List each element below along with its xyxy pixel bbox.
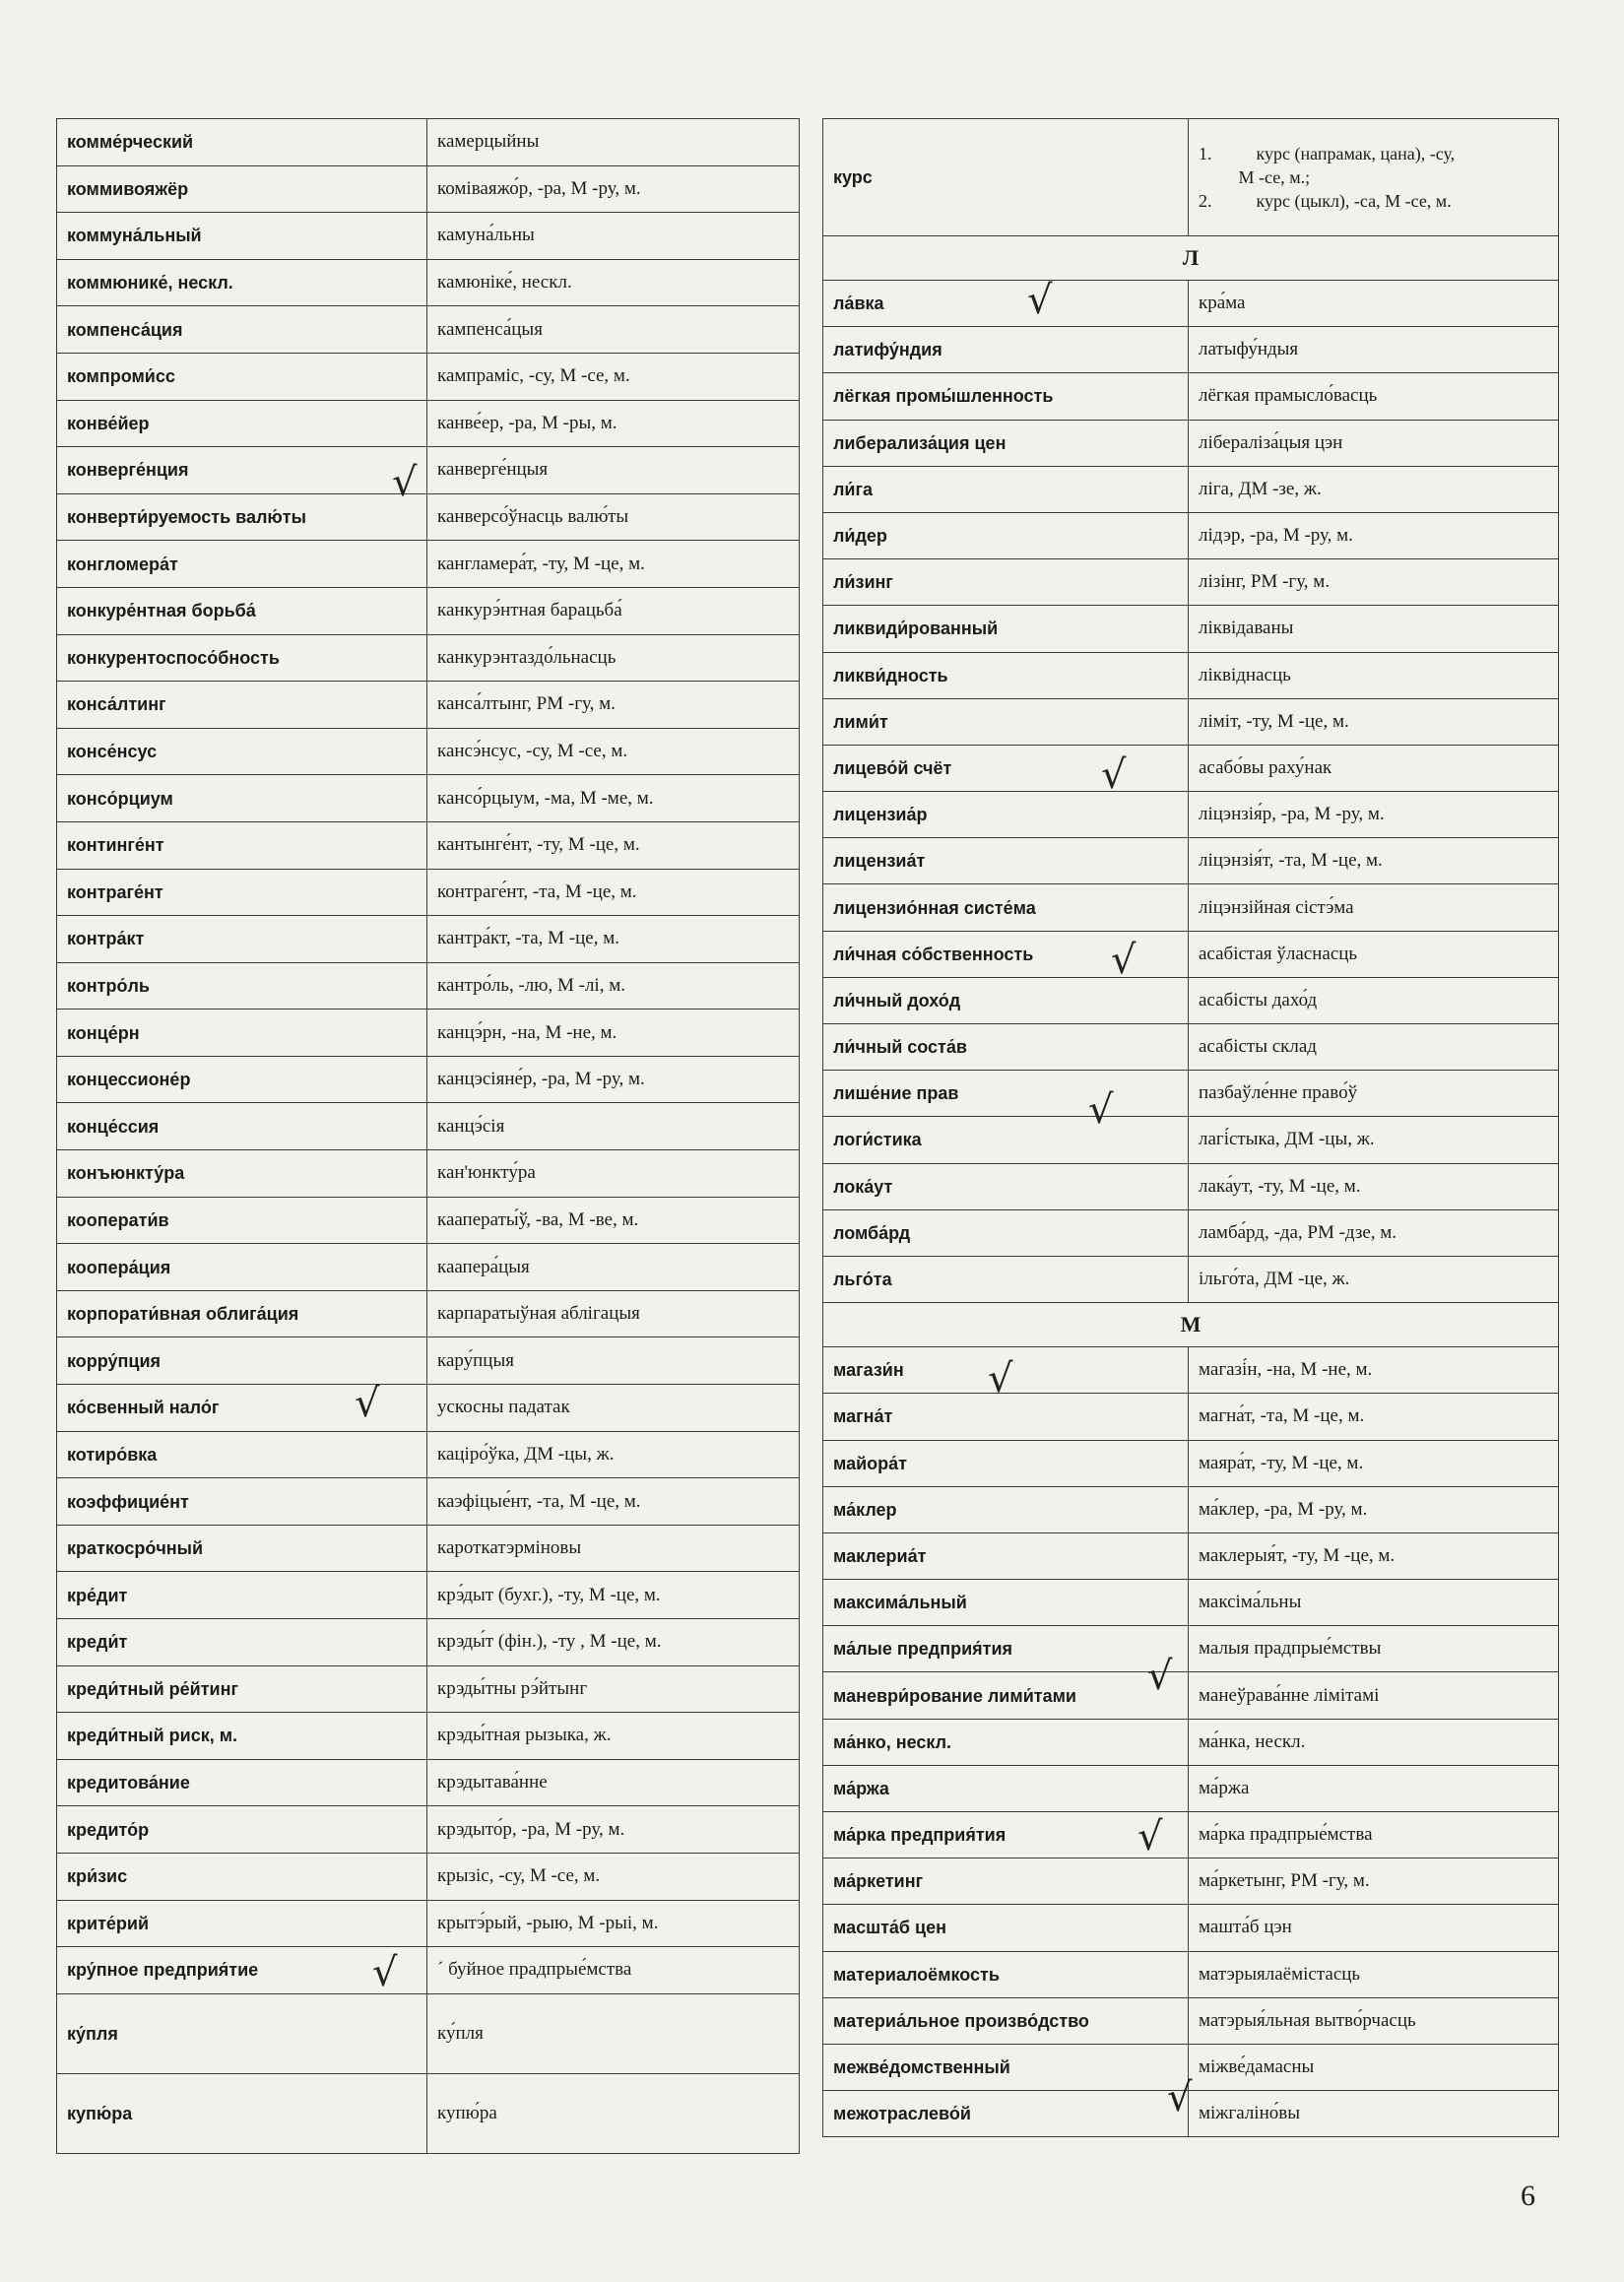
table-row	[823, 977, 1559, 1023]
ru-term: конве́йер	[57, 400, 427, 447]
check-mark-icon: √	[1111, 938, 1137, 983]
table-row	[57, 682, 800, 729]
ru-term: курс	[823, 119, 1189, 236]
ru-term: лише́ние прав	[823, 1071, 1189, 1117]
ru-term: майора́т	[823, 1440, 1189, 1486]
be-sense-2: 2. курс (цыкл), -са, М -се, м.	[1199, 191, 1452, 211]
table-row	[57, 493, 800, 541]
table-row	[57, 1010, 800, 1057]
be-term: кааператы́ў, -ва, М -ве, м.	[427, 1197, 800, 1244]
ru-term: ли́га	[823, 466, 1189, 512]
letter-row-m	[823, 1303, 1559, 1347]
table-row	[57, 353, 800, 400]
be-term: канве́ер, -ра, М -ры, м.	[427, 400, 800, 447]
be-term: коміваяжо́р, -ра, М -ру, м.	[427, 165, 800, 213]
be-term: ліцэнзія́р, -ра, М -ру, м.	[1189, 792, 1559, 838]
table-row	[823, 1672, 1559, 1719]
ru-term: краткосро́чный	[57, 1525, 427, 1572]
be-term: ламба́рд, -да, РМ -дзе, м.	[1189, 1209, 1559, 1256]
be-term: пазбаўле́нне право́ў	[1189, 1071, 1559, 1117]
be-term: асабістая ўласнасць	[1189, 931, 1559, 977]
table-row	[823, 1347, 1559, 1394]
ru-term: магна́т	[823, 1394, 1189, 1440]
be-term: міжве́дамасны	[1189, 2044, 1559, 2090]
table-row	[823, 884, 1559, 931]
ru-term: конце́ссия	[57, 1103, 427, 1150]
ru-term: контра́кт	[57, 916, 427, 963]
be-term: ку́пля	[427, 1993, 800, 2073]
table-row	[57, 1853, 800, 1900]
be-term: матэрыялаёмістасць	[1189, 1951, 1559, 1997]
be-term: ´ буйное прадпрые́мства	[427, 1947, 800, 1994]
be-term: канкурэнтаздо́льнасць	[427, 634, 800, 682]
ru-term: ли́зинг	[823, 559, 1189, 606]
ru-term: котиро́вка	[57, 1431, 427, 1478]
be-term: ліквіднасць	[1189, 652, 1559, 698]
be-term: асабісты склад	[1189, 1024, 1559, 1071]
ru-term: магази́н	[823, 1347, 1189, 1394]
be-term: ма́ркетынг, РМ -гу, м.	[1189, 1858, 1559, 1905]
page-number: 6	[1521, 2180, 1535, 2212]
table-row	[57, 1619, 800, 1666]
ru-term: кру́пное предприя́тие	[57, 1947, 427, 1994]
be-term: кару́пцыя	[427, 1337, 800, 1385]
ru-term: корру́пция	[57, 1337, 427, 1385]
section-letter: М	[823, 1303, 1559, 1347]
ru-term: креди́тный риск, м.	[57, 1713, 427, 1760]
table-row	[823, 1905, 1559, 1951]
be-term: каціро́ўка, ДМ -цы, ж.	[427, 1431, 800, 1478]
be-term: ліга, ДМ -зе, ж.	[1189, 466, 1559, 512]
be-term: канверге́нцыя	[427, 447, 800, 494]
be-term: кантра́кт, -та, М -це, м.	[427, 916, 800, 963]
ru-term: коммуна́льный	[57, 213, 427, 260]
ru-term: концессионе́р	[57, 1056, 427, 1103]
table-row	[57, 587, 800, 634]
table-row	[823, 792, 1559, 838]
ru-term: коммюнике́, нескл.	[57, 259, 427, 306]
table-row	[57, 1993, 800, 2073]
be-term: лагі́стыка, ДМ -цы, ж.	[1189, 1117, 1559, 1163]
ru-term: конверти́руемость валю́ты	[57, 493, 427, 541]
table-row	[57, 1572, 800, 1619]
ru-term: кредитова́ние	[57, 1759, 427, 1806]
ru-term: креди́т	[57, 1619, 427, 1666]
table-row	[823, 281, 1559, 327]
ru-term: ма́ркетинг	[823, 1858, 1189, 1905]
table-row	[823, 512, 1559, 558]
be-term: малыя прадпрые́мствы	[1189, 1626, 1559, 1672]
table-row	[823, 652, 1559, 698]
ru-term: консе́нсус	[57, 728, 427, 775]
table-row	[57, 1525, 800, 1572]
table-row	[823, 373, 1559, 420]
table-row	[823, 327, 1559, 373]
be-term: крэдытава́нне	[427, 1759, 800, 1806]
ru-term: контро́ль	[57, 962, 427, 1010]
table-row	[823, 1209, 1559, 1256]
table-row	[57, 1385, 800, 1432]
be-term: лідэр, -ра, М -ру, м.	[1189, 512, 1559, 558]
be-term: крэды́тны рэ́йтынг	[427, 1665, 800, 1713]
ru-term: либерализа́ция цен	[823, 420, 1189, 466]
be-term: лібераліза́цыя цэн	[1189, 420, 1559, 466]
check-mark-icon: √	[372, 1950, 398, 1995]
be-term: кан'юнкту́ра	[427, 1150, 800, 1198]
table-row	[57, 1759, 800, 1806]
ru-term: ла́вка	[823, 281, 1189, 327]
check-mark-icon: √	[1088, 1087, 1114, 1133]
ru-term: лицензиа́р	[823, 792, 1189, 838]
ru-term: ма́нко, нескл.	[823, 1719, 1189, 1765]
letter-row-l	[823, 236, 1559, 281]
ru-term: коэффицие́нт	[57, 1478, 427, 1526]
table-row	[57, 2073, 800, 2153]
be-term: асабо́вы раху́нак	[1189, 745, 1559, 791]
table-row	[823, 1951, 1559, 1997]
ru-term: континге́нт	[57, 821, 427, 869]
ru-term: ликвиди́рованный	[823, 606, 1189, 652]
be-term: ільго́та, ДМ -це, ж.	[1189, 1256, 1559, 1302]
ru-term: ликви́дность	[823, 652, 1189, 698]
be-term: матэрыя́льная вытво́рчасць	[1189, 1997, 1559, 2044]
ru-term: кооперати́в	[57, 1197, 427, 1244]
table-row	[823, 420, 1559, 466]
table-row	[823, 1858, 1559, 1905]
ru-term: конгломера́т	[57, 541, 427, 588]
right-column	[822, 118, 1559, 2137]
be-term: канцэсіяне́р, -ра, М -ру, м.	[427, 1056, 800, 1103]
table-row	[57, 119, 800, 166]
ru-term: ма́клер	[823, 1486, 1189, 1532]
ru-term: кри́зис	[57, 1853, 427, 1900]
be-term: ліцэнзійная сістэ́ма	[1189, 884, 1559, 931]
be-term: кангламера́т, -ту, М -це, м.	[427, 541, 800, 588]
table-row	[57, 447, 800, 494]
be-term: кантро́ль, -лю, М -лі, м.	[427, 962, 800, 1010]
be-term: крэдыто́р, -ра, М -ру, м.	[427, 1806, 800, 1854]
be-term: кра́ма	[1189, 281, 1559, 327]
ru-term: компенса́ция	[57, 306, 427, 354]
be-term: маяра́т, -ту, М -це, м.	[1189, 1440, 1559, 1486]
table-row	[823, 931, 1559, 977]
table-row	[57, 1806, 800, 1854]
ru-term: лими́т	[823, 698, 1189, 745]
be-term: канцэ́сія	[427, 1103, 800, 1150]
table-row	[57, 1197, 800, 1244]
check-mark-icon: √	[392, 460, 418, 505]
table-row	[823, 559, 1559, 606]
table-row	[57, 1337, 800, 1385]
ru-term: максима́льный	[823, 1580, 1189, 1626]
be-term: маклерыя́т, -ту, М -це, м.	[1189, 1532, 1559, 1579]
check-mark-icon: √	[1137, 1814, 1163, 1859]
ru-term: межве́домственный	[823, 2044, 1189, 2090]
ru-term: ма́ржа	[823, 1765, 1189, 1811]
ru-term: маклериа́т	[823, 1532, 1189, 1579]
be-term: кансэ́нсус, -су, М -се, м.	[427, 728, 800, 775]
table-row	[823, 1071, 1559, 1117]
table-row	[823, 1024, 1559, 1071]
be-term	[1189, 119, 1559, 236]
be-term: канцэ́рн, -на, М -не, м.	[427, 1010, 800, 1057]
be-term: латыфу́ндыя	[1189, 327, 1559, 373]
ru-term: комме́рческий	[57, 119, 427, 166]
be-term: асабісты дахо́д	[1189, 977, 1559, 1023]
table-row	[57, 1665, 800, 1713]
table-row	[57, 1244, 800, 1291]
check-mark-icon: √	[988, 1356, 1013, 1402]
table-row	[57, 165, 800, 213]
ru-term: латифу́ндия	[823, 327, 1189, 373]
be-term: каэфіцые́нт, -та, М -це, м.	[427, 1478, 800, 1526]
table-row	[823, 1719, 1559, 1765]
be-term: магна́т, -та, М -це, м.	[1189, 1394, 1559, 1440]
ru-term: кредито́р	[57, 1806, 427, 1854]
be-term: крытэ́рый, -рыю, М -рыі, м.	[427, 1900, 800, 1947]
table-row	[823, 1117, 1559, 1163]
table-row	[823, 1256, 1559, 1302]
be-term: ма́ржа	[1189, 1765, 1559, 1811]
be-sense-1-cont: М -се, м.;	[1199, 167, 1311, 187]
be-term: купю́ра	[427, 2073, 800, 2153]
ru-term: корпорати́вная облига́ция	[57, 1290, 427, 1337]
table-row	[57, 962, 800, 1010]
ru-term: креди́тный ре́йтинг	[57, 1665, 427, 1713]
be-term: міжгаліно́вы	[1189, 2091, 1559, 2137]
table-row	[57, 775, 800, 822]
ru-term: конкуре́нтная борьба́	[57, 587, 427, 634]
be-term: кансо́рцыум, -ма, М -ме, м.	[427, 775, 800, 822]
ru-term: купю́ра	[57, 2073, 427, 2153]
ru-term: кре́дит	[57, 1572, 427, 1619]
be-term: максіма́льны	[1189, 1580, 1559, 1626]
ru-term: консо́рциум	[57, 775, 427, 822]
table-row	[57, 1431, 800, 1478]
table-row	[823, 1486, 1559, 1532]
table-row	[57, 306, 800, 354]
ru-term: лёгкая промы́шленность	[823, 373, 1189, 420]
table-row	[57, 728, 800, 775]
table-row	[57, 1290, 800, 1337]
ru-term: межотраслево́й	[823, 2091, 1189, 2137]
be-term: крэды́тная рызыка, ж.	[427, 1713, 800, 1760]
be-term: канса́лтынг, РМ -гу, м.	[427, 682, 800, 729]
be-term: карпаратыўная аблігацыя	[427, 1290, 800, 1337]
table-row	[57, 400, 800, 447]
be-term: лізінг, РМ -гу, м.	[1189, 559, 1559, 606]
ru-term: ли́чный соста́в	[823, 1024, 1189, 1071]
table-row	[57, 634, 800, 682]
check-mark-icon: √	[1101, 752, 1127, 798]
ru-term: льго́та	[823, 1256, 1189, 1302]
be-term: ліквідаваны	[1189, 606, 1559, 652]
table-row	[823, 606, 1559, 652]
check-mark-icon: √	[355, 1381, 380, 1426]
table-row	[57, 541, 800, 588]
left-column	[56, 118, 800, 2154]
be-term: камюніке́, нескл.	[427, 259, 800, 306]
ru-term: коммивояжёр	[57, 165, 427, 213]
ru-term: ма́рка предприя́тия	[823, 1812, 1189, 1858]
ru-term: материа́льное произво́дство	[823, 1997, 1189, 2044]
glossary-table-right	[822, 118, 1559, 2137]
be-term: камерцыйны	[427, 119, 800, 166]
be-term: ма́клер, -ра, М -ру, м.	[1189, 1486, 1559, 1532]
be-term: кароткатэрміновы	[427, 1525, 800, 1572]
table-row	[823, 1765, 1559, 1811]
be-term: крызіс, -су, М -се, м.	[427, 1853, 800, 1900]
ru-term: ко́свенный нало́г	[57, 1385, 427, 1432]
table-row	[823, 838, 1559, 884]
glossary-table-left	[56, 118, 800, 2154]
ru-term: лицензио́нная систе́ма	[823, 884, 1189, 931]
section-letter: Л	[823, 236, 1559, 281]
ru-term: маневри́рование лими́тами	[823, 1672, 1189, 1719]
table-row	[823, 1532, 1559, 1579]
ru-term: крите́рий	[57, 1900, 427, 1947]
table-row	[57, 1478, 800, 1526]
table-row	[57, 1713, 800, 1760]
be-term: манеўрава́нне лімітамі	[1189, 1672, 1559, 1719]
be-term: крэ́дыт (бухг.), -ту, М -це, м.	[427, 1572, 800, 1619]
check-mark-icon: √	[1167, 2075, 1193, 2120]
table-row	[57, 259, 800, 306]
be-term: ма́нка, нескл.	[1189, 1719, 1559, 1765]
be-term: кампенса́цыя	[427, 306, 800, 354]
be-term: ліміт, -ту, М -це, м.	[1189, 698, 1559, 745]
table-row	[823, 1394, 1559, 1440]
be-term: канверсо́ўнасць валю́ты	[427, 493, 800, 541]
be-term: кантынге́нт, -ту, М -це, м.	[427, 821, 800, 869]
ru-term: конкурентоспосо́бность	[57, 634, 427, 682]
table-row	[57, 1103, 800, 1150]
table-row	[823, 466, 1559, 512]
table-row	[57, 869, 800, 916]
ru-term: ли́чная со́бственность	[823, 931, 1189, 977]
ru-term: конверге́нция	[57, 447, 427, 494]
be-term: контраге́нт, -та, М -це, м.	[427, 869, 800, 916]
ru-term: ма́лые предприя́тия	[823, 1626, 1189, 1672]
table-row	[823, 1997, 1559, 2044]
ru-term: лицево́й счёт	[823, 745, 1189, 791]
table-row	[823, 1812, 1559, 1858]
ru-term: лицензиа́т	[823, 838, 1189, 884]
be-term: лёгкая прамысло́васць	[1189, 373, 1559, 420]
be-term: камуна́льны	[427, 213, 800, 260]
be-term: машта́б цэн	[1189, 1905, 1559, 1951]
table-row	[823, 698, 1559, 745]
be-term: каапера́цыя	[427, 1244, 800, 1291]
table-row	[57, 1056, 800, 1103]
table-row	[823, 1626, 1559, 1672]
ru-term: ломба́рд	[823, 1209, 1189, 1256]
ru-term: лока́ут	[823, 1163, 1189, 1209]
table-row	[57, 916, 800, 963]
check-mark-icon: √	[1147, 1654, 1173, 1699]
table-row	[57, 213, 800, 260]
table-row	[57, 1900, 800, 1947]
ru-term: ли́дер	[823, 512, 1189, 558]
ru-term: конса́лтинг	[57, 682, 427, 729]
be-term: канкурэ́нтная барацьба́	[427, 587, 800, 634]
table-row	[823, 1163, 1559, 1209]
be-sense-1: 1. курс (напрамак, цана), -су,	[1199, 144, 1456, 163]
be-term: ліцэнзія́т, -та, М -це, м.	[1189, 838, 1559, 884]
table-row	[57, 1150, 800, 1198]
ru-term: компроми́сс	[57, 353, 427, 400]
be-term: магазі́н, -на, М -не, м.	[1189, 1347, 1559, 1394]
table-row	[823, 745, 1559, 791]
table-row	[823, 119, 1559, 236]
ru-term: конце́рн	[57, 1010, 427, 1057]
ru-term: коопера́ция	[57, 1244, 427, 1291]
ru-term: материалоёмкость	[823, 1951, 1189, 1997]
ru-term: контраге́нт	[57, 869, 427, 916]
be-term: крэды́т (фін.), -ту , М -це, м.	[427, 1619, 800, 1666]
table-row	[57, 821, 800, 869]
table-row	[823, 1440, 1559, 1486]
be-term: кампраміс, -су, М -се, м.	[427, 353, 800, 400]
be-term: ускосны падатак	[427, 1385, 800, 1432]
table-row	[823, 1580, 1559, 1626]
table-row	[57, 1947, 800, 1994]
be-term: ма́рка прадпрые́мства	[1189, 1812, 1559, 1858]
ru-term: логи́стика	[823, 1117, 1189, 1163]
ru-term: ку́пля	[57, 1993, 427, 2073]
ru-term: конъюнкту́ра	[57, 1150, 427, 1198]
be-term: лака́ут, -ту, М -це, м.	[1189, 1163, 1559, 1209]
check-mark-icon: √	[1027, 278, 1053, 323]
ru-term: ли́чный дохо́д	[823, 977, 1189, 1023]
ru-term: масшта́б цен	[823, 1905, 1189, 1951]
